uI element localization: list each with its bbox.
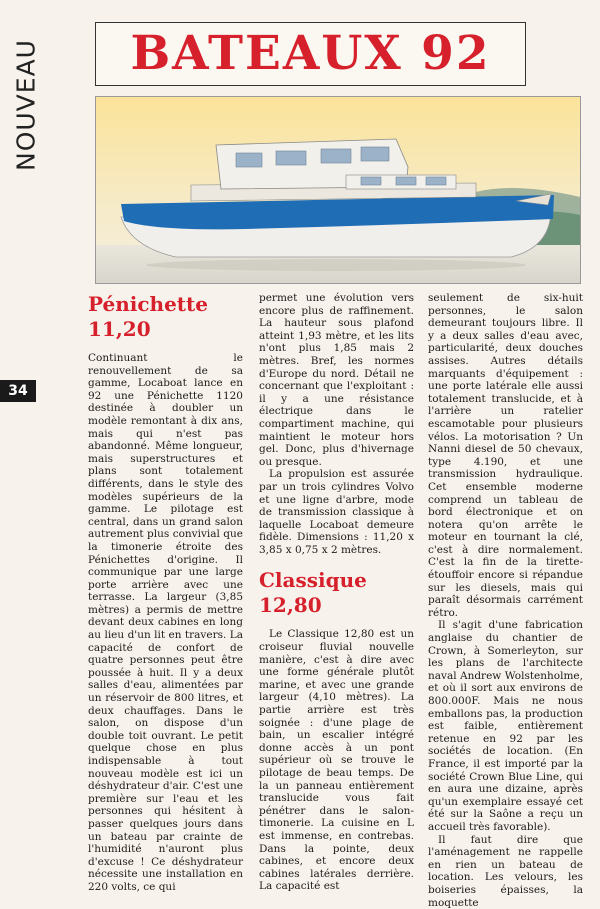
side-label (6, 30, 46, 180)
paragraph: permet une évolution vers encore plus de raffinement. La hauteur sous plafond atteint 1,93 mètre, et les lits n'ont plus 1,85 mais 2 mètres. Bref, les normes d'Europe du nord. Détail ne concernant que l'exploitant : il y a une résistance électrique dans le compartiment machine, qui maintient le moteur hors gel. Donc, plus d'hivernage ou presque. (259, 292, 414, 468)
page-title: BATEAUX 92 (130, 26, 491, 81)
column-2 (259, 292, 414, 893)
boat-illustration (95, 96, 581, 284)
paragraph: seulement de six-huit personnes, le salon demeurant toujours libre. Il y a deux salles d'eau avec, particularité, deux douches assises. Autres détails marquants d'équipement : une porte latérale elle aussi totalement translucide, et à l'arrière un ratelier escamotable pour plusieurs vélos. La motorisation ? Un Nanni diesel de 50 chevaux, type 4.190, et une transmission hydraulique. Cet ensemble moderne comprend un tableau de bord électronique et on notera qu'on arrête le moteur en tournant la clé, c'est à dire normalement. C'est la fin de la tirette-étouffoir encore si répandue sur les diesels, mais qui paraît désormais carrément rétro. (428, 292, 583, 619)
boat-reflection (146, 259, 526, 271)
paragraph: La propulsion est assurée par un trois cylindres Volvo et une ligne d'arbre, mode de transmission classique à laquelle Locaboat demeure fidèle. Dimensions : 11,20 x 3,85 x 0,75 x 2 mètres. (259, 468, 414, 556)
column-3 (428, 292, 583, 909)
paragraph: Il s'agit d'une fabrication anglaise du chantier de Crown, à Somerleyton, sur les plans de l'architecte naval Andrew Wolstenholme, et où il sort aux environs de 800.000F. Mais ne nous emballons pas, la production est faible, entièrement retenue en 92 par les sociétés de location. (En France, il est importé par la société Crown Blue Line, qui en aura une dizaine, après qu'un exemplaire essayé cet été sur la Saône a reçu un accueil très favorable). (428, 619, 583, 833)
section-heading-line-1: Classique (259, 568, 367, 593)
title-box (95, 22, 526, 86)
boat-drawing (96, 97, 580, 283)
section-heading-line-2: 11,20 (88, 317, 151, 341)
paragraph: Il faut dire que l'aménagement ne rappelle en rien un bateau de location. Les velours, les boiseries épaisses, la moquette (428, 833, 583, 909)
section-heading-line-1: Pénichette (88, 292, 209, 316)
section-heading-line-2: 12,80 (259, 593, 322, 618)
paragraph: Continuant le renouvellement de sa gamme, Locaboat lance en 92 une Pénichette 1120 destinée à doubler un modèle remontant à dix ans, mais qui n'est pas abandonné. Même longueur, mais superstructures et plans sont totalement différents, dans le style des modèles supérieurs de la gamme. Le pilotage est central, dans un grand salon autrement plus convivial que la timonerie étroite des Pénichettes d'origine. Il communique par une large porte arrière avec une terrasse. La largeur (3,85 mètres) a permis de mettre devant deux cabines en long au lieu d'un lit en travers. La capacité de confort de quatre personnes peut être poussée à huit. Il y a deux salles d'eau, alimentées par un réservoir de 800 litres, et deux chauffages. Dans le salon, on dispose d'un double toit ouvrant. Le petit quelque chose en plus indispensable à tout nouveau modèle est ici un déshydrateur d'air. C'est une première sur l'eau et les personnes qui hésitent à passer quelques jours dans un bateau par crainte de l'humidité n'auront plus d'excuse ! Ce déshydrateur nécessite une installation en 220 volts, ce qui (88, 352, 243, 893)
page-number-tab: 34 (0, 380, 36, 402)
column-1 (88, 292, 243, 894)
side-label-text: NOUVEAU (11, 39, 41, 171)
section-heading-penichette (88, 292, 243, 342)
section-heading-classique (259, 568, 414, 618)
paragraph: Le Classique 12,80 est un croiseur fluvial nouvelle manière, c'est à dire avec une forme générale plutôt marine, et avec une grande largeur (4,10 mètres). La partie arrière est très soignée : d'une plage de bain, un escalier intégré donne accès à un pont supérieur où se trouve le pilotage de beau temps. De la un panneau entièrement translucide vous fait pénétrer dans le salon-timonerie. La cuisine en L est immense, en contrebas. Dans la pointe, deux cabines, et encore deux cabines latérales derrière. La capacité est (259, 628, 414, 893)
